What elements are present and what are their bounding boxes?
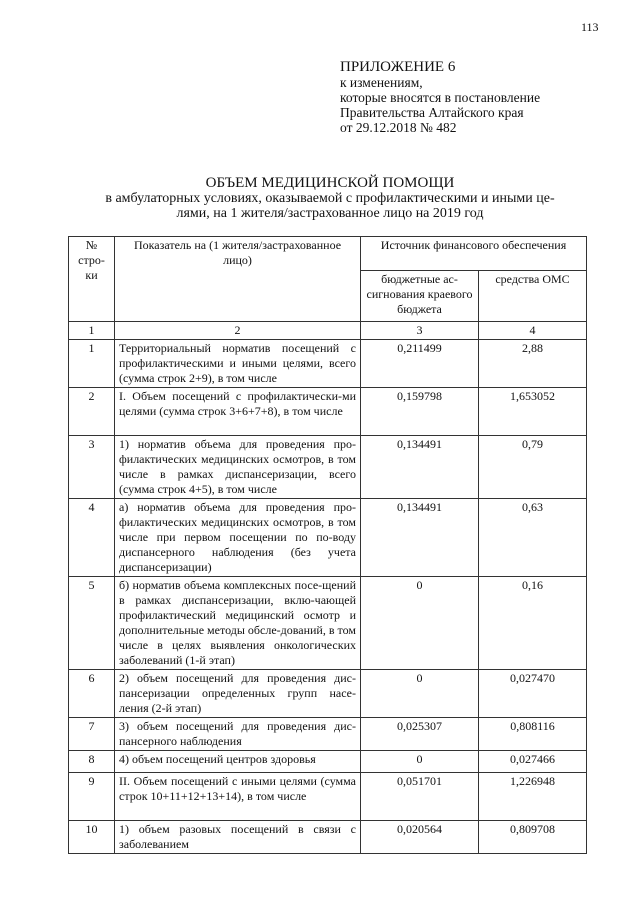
row-oms-value: 0,79: [479, 436, 587, 499]
row-number: 8: [69, 751, 115, 773]
column-number: 4: [479, 322, 587, 340]
document-title: [60, 176, 600, 221]
row-budget-value: 0,134491: [361, 499, 479, 577]
row-indicator: II. Объем посещений с иными целями (сумма строк 10+11+12+13+14), в том числе: [115, 773, 361, 821]
table-row: [69, 751, 587, 773]
row-indicator: 3) объем посещений для проведения дис-пансерного наблюдения: [115, 718, 361, 751]
table-row: [69, 821, 587, 854]
row-indicator: I. Объем посещений с профилактически-ми целями (сумма строк 3+6+7+8), в том числе: [115, 388, 361, 436]
header-oms-funds: средства ОМС: [479, 271, 587, 322]
row-indicator: 4) объем посещений центров здоровья: [115, 751, 361, 773]
table-row: [69, 340, 587, 388]
column-number: 3: [361, 322, 479, 340]
row-indicator: б) норматив объема комплексных посе-щений в рамках диспансеризации, вклю-чающей профилактический медицинский осмотр и дополнительные методы обсле-дований, в том числе в целях выявления онкологических заболеваний (1-й этап): [115, 577, 361, 670]
row-budget-value: 0: [361, 751, 479, 773]
column-number: 1: [69, 322, 115, 340]
row-oms-value: 0,808116: [479, 718, 587, 751]
appendix-block: [340, 60, 540, 135]
row-oms-value: 0,809708: [479, 821, 587, 854]
appendix-line: к изменениям,: [340, 75, 423, 90]
title-line: в амбулаторных условиях, оказываемой с профилактическими и иными це-: [105, 191, 555, 206]
row-budget-value: 0,134491: [361, 436, 479, 499]
row-indicator: 2) объем посещений для проведения дис-пансеризации определенных групп насе-ления (2-й этап): [115, 670, 361, 718]
header-row-number: № стро-ки: [69, 237, 115, 322]
table-row: [69, 499, 587, 577]
row-oms-value: 1,226948: [479, 773, 587, 821]
table-row: [69, 670, 587, 718]
row-oms-value: 2,88: [479, 340, 587, 388]
row-budget-value: 0,211499: [361, 340, 479, 388]
table-row: [69, 718, 587, 751]
volume-table: [68, 236, 587, 854]
title-line: лями, на 1 жителя/застрахованное лицо на 2019 год: [176, 206, 484, 221]
row-indicator: Территориальный норматив посещений с профилактическими и иными целями, всего (сумма строк 2+9), в том числе: [115, 340, 361, 388]
row-budget-value: 0,020564: [361, 821, 479, 854]
row-budget-value: 0,159798: [361, 388, 479, 436]
table-row: [69, 436, 587, 499]
row-number: 6: [69, 670, 115, 718]
row-number: 2: [69, 388, 115, 436]
row-number: 4: [69, 499, 115, 577]
header-indicator: Показатель на (1 жителя/застрахованное лицо): [115, 237, 361, 322]
page-number: 113: [581, 20, 599, 34]
row-budget-value: 0,025307: [361, 718, 479, 751]
table-row: [69, 388, 587, 436]
row-indicator: а) норматив объема для проведения про-филактических медицинских осмотров, в том числе при первом посещении по по-воду диспансерного наблюдения (без учета диспансеризации): [115, 499, 361, 577]
row-number: 1: [69, 340, 115, 388]
row-oms-value: 0,63: [479, 499, 587, 577]
row-indicator: 1) норматив объема для проведения про-филактических медицинских осмотров, в том числе в рамках диспансеризации, всего (сумма строк 4+5), в том числе: [115, 436, 361, 499]
row-indicator: 1) объем разовых посещений в связи с заболеванием: [115, 821, 361, 854]
table-row: [69, 773, 587, 821]
header-regional-budget: бюджетные ас-сигнования краевого бюджета: [361, 271, 479, 322]
row-number: 7: [69, 718, 115, 751]
table-row: [69, 577, 587, 670]
row-number: 3: [69, 436, 115, 499]
row-budget-value: 0,051701: [361, 773, 479, 821]
appendix-heading: ПРИЛОЖЕНИЕ 6: [340, 59, 456, 75]
row-number: 9: [69, 773, 115, 821]
title-main: ОБЪЕМ МЕДИЦИНСКОЙ ПОМОЩИ: [205, 175, 455, 191]
row-oms-value: 0,027470: [479, 670, 587, 718]
row-number: 5: [69, 577, 115, 670]
row-number: 10: [69, 821, 115, 854]
row-budget-value: 0: [361, 577, 479, 670]
row-oms-value: 0,16: [479, 577, 587, 670]
header-funding-source: Источник финансового обеспечения: [361, 237, 587, 271]
appendix-line: от 29.12.2018 № 482: [340, 120, 457, 135]
row-oms-value: 0,027466: [479, 751, 587, 773]
appendix-line: которые вносятся в постановление: [340, 90, 541, 105]
row-oms-value: 1,653052: [479, 388, 587, 436]
appendix-line: Правительства Алтайского края: [340, 105, 524, 120]
column-number: 2: [115, 322, 361, 340]
row-budget-value: 0: [361, 670, 479, 718]
